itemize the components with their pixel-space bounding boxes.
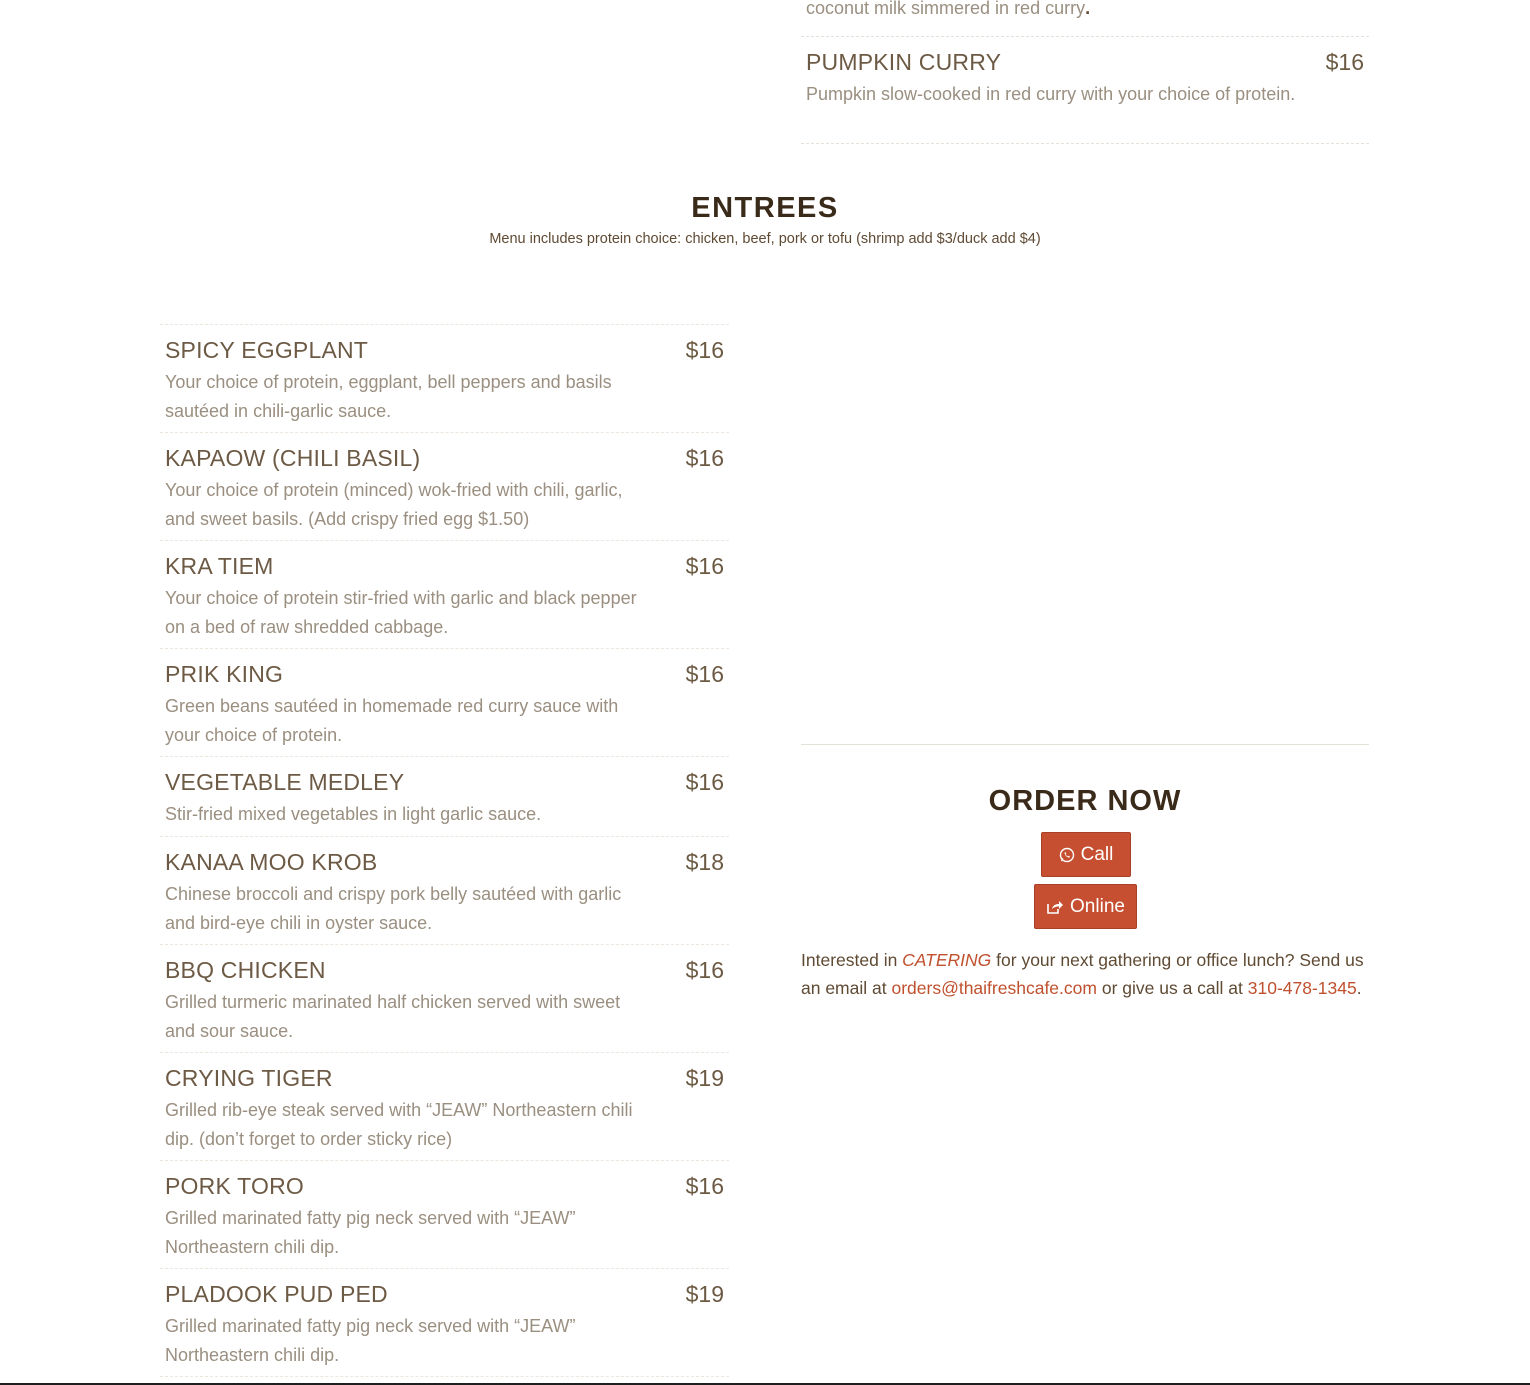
catering-text: for your next gathering or office lunch? Send us an email at: [801, 950, 1364, 998]
menu-item: [160, 837, 729, 945]
menu-item: [160, 541, 729, 649]
menu-item: [160, 1053, 729, 1161]
item-name: KANAA MOO KROB: [165, 849, 378, 875]
catering-text: .: [1356, 978, 1362, 998]
item-name: PLADOOK PUD PED: [165, 1281, 388, 1307]
phone-link[interactable]: 310-478-1345: [1247, 978, 1357, 998]
item-description: Your choice of protein, eggplant, bell peppers and basils sautéed in chili-garlic sauce.: [165, 372, 612, 421]
menu-item: [160, 325, 729, 433]
item-description: Chinese broccoli and crispy pork belly sautéed with garlic and bird-eye chili in oyster sauce.: [165, 884, 622, 933]
item-description: Green beans sautéed in homemade red curry sauce with your choice of protein.: [165, 696, 619, 745]
order-now-heading: ORDER NOW: [988, 785, 1182, 817]
item-price: $16: [685, 661, 724, 687]
item-price: $19: [685, 1281, 724, 1307]
item-description: Pumpkin slow-cooked in red curry with your choice of protein.: [806, 84, 1296, 104]
catering-text: or give us a call at: [1096, 978, 1248, 998]
item-price: $16: [1325, 49, 1364, 75]
entrees-subtitle: Menu includes protein choice: chicken, beef, pork or tofu (shrimp add $3/duck add $4): [489, 231, 1041, 247]
item-description: Grilled marinated fatty pig neck served with “JEAW” Northeastern chili dip.: [165, 1316, 576, 1365]
cutoff-text: coconut milk simmered in red curry: [806, 0, 1086, 18]
entrees-heading: ENTREES: [691, 192, 839, 224]
item-description: Your choice of protein (minced) wok-fried with chili, garlic, and sweet basils. (Add crispy fried egg $1.50): [165, 480, 623, 529]
item-price: $16: [685, 337, 724, 363]
call-button[interactable]: [1041, 832, 1131, 877]
item-name: PUMPKIN CURRY: [806, 49, 1002, 75]
online-button-label: Online: [1070, 896, 1125, 917]
curry-item-description-cutoff: [806, 0, 1090, 22]
share-icon: [1046, 899, 1064, 915]
item-name: KAPAOW (CHILI BASIL): [165, 445, 421, 471]
email-link[interactable]: orders@thaifreshcafe.com: [891, 978, 1097, 998]
catering-highlight: CATERING: [902, 950, 992, 970]
item-description: Stir-fried mixed vegetables in light garlic sauce.: [165, 804, 542, 824]
item-price: $16: [685, 957, 724, 983]
item-price: $18: [685, 849, 724, 875]
entrees-list: [160, 324, 729, 1377]
item-name: VEGETABLE MEDLEY: [165, 769, 405, 795]
menu-item: [160, 945, 729, 1053]
item-description: Grilled marinated fatty pig neck served with “JEAW” Northeastern chili dip.: [165, 1208, 576, 1257]
item-name: BBQ CHICKEN: [165, 957, 326, 983]
call-button-label: Call: [1080, 844, 1114, 865]
item-name: PORK TORO: [165, 1173, 304, 1199]
menu-item-pumpkin-curry: [801, 36, 1369, 144]
item-price: $16: [685, 1173, 724, 1199]
menu-item: [160, 757, 729, 837]
item-price: $16: [685, 445, 724, 471]
item-name: KRA TIEM: [165, 553, 274, 579]
menu-item: [160, 1161, 729, 1269]
menu-item: [160, 433, 729, 541]
menu-item: [160, 649, 729, 757]
item-name: PRIK KING: [165, 661, 284, 687]
item-price: $16: [685, 553, 724, 579]
item-description: Your choice of protein stir-fried with garlic and black pepper on a bed of raw shredded cabbage.: [165, 588, 637, 637]
menu-item: [160, 1269, 729, 1377]
item-description: Grilled rib-eye steak served with “JEAW” Northeastern chili dip. (don’t forget to order sticky rice): [165, 1100, 633, 1149]
catering-info: [801, 946, 1369, 1002]
whatsapp-icon: [1059, 847, 1075, 863]
order-now-section: [801, 744, 1369, 998]
item-description: Grilled turmeric marinated half chicken served with sweet and sour sauce.: [165, 992, 621, 1041]
order-online-button[interactable]: [1034, 884, 1137, 929]
item-name: CRYING TIGER: [165, 1065, 333, 1091]
cutoff-period: .: [1085, 0, 1091, 18]
catering-text: Interested in: [801, 950, 903, 970]
item-name: SPICY EGGPLANT: [165, 337, 369, 363]
item-price: $16: [685, 769, 724, 795]
item-price: $19: [685, 1065, 724, 1091]
